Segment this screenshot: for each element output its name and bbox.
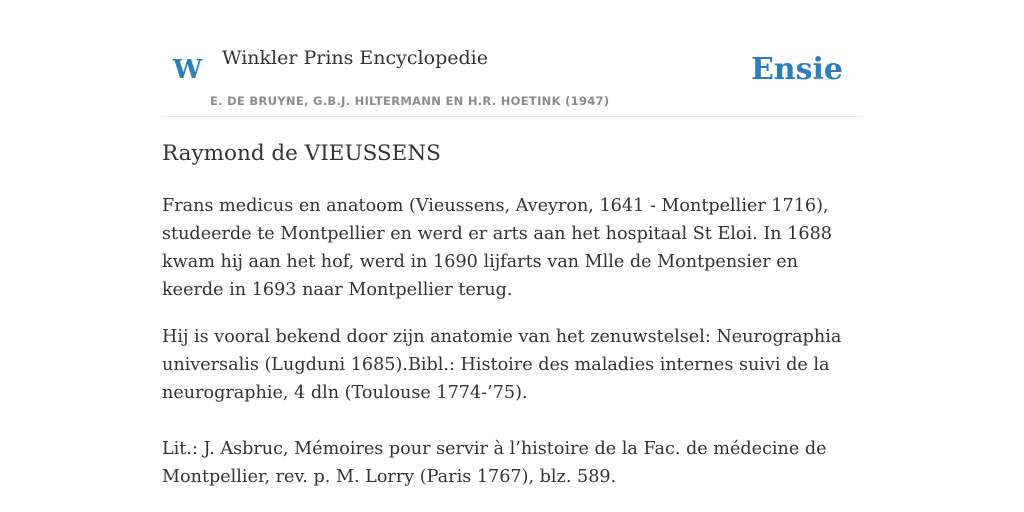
ensie-logo[interactable]: Ensie bbox=[750, 52, 843, 87]
winkler-prins-logo[interactable]: W bbox=[173, 55, 203, 85]
article bbox=[162, 138, 852, 491]
site-title[interactable]: Winkler Prins Encyclopedie bbox=[222, 47, 488, 69]
article-paragraph: Frans medicus en anatoom (Vieussens, Aveyron, 1641 - Montpellier 1716), studeerde te Montpellier en werd er arts aan het hospitaal St Eloi. In 1688 kwam hij aan het hof, werd in 1690 lijfarts van Mlle de Montpensier en keerde in 1693 naar Montpellier terug. bbox=[162, 196, 832, 300]
site-subtitle: E. DE BRUYNE, G.B.J. HILTERMANN EN H.R. HOETINK (1947) bbox=[210, 94, 610, 108]
article-literature: Lit.: J. Asbruc, Mémoires pour servir à l’histoire de la Fac. de médecine de Montpellier, rev. p. M. Lorry (Paris 1767), blz. 589. bbox=[162, 439, 827, 487]
article-title: Raymond de VIEUSSENS bbox=[162, 141, 441, 166]
article-paragraph: Hij is vooral bekend door zijn anatomie van het zenuwstelsel: Neurographia universalis (Lugduni 1685).Bibl.: Histoire des maladies internes suivi de la neurographie, 4 dln (Toulouse 1774-’75). bbox=[162, 327, 842, 403]
site-header bbox=[162, 0, 862, 117]
